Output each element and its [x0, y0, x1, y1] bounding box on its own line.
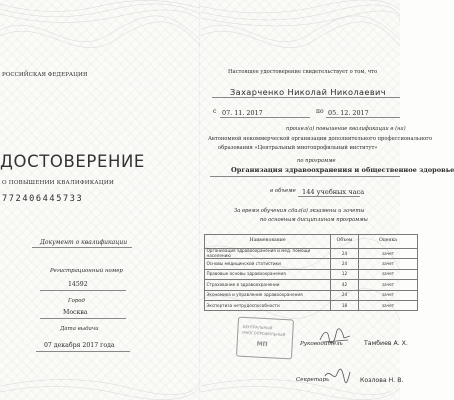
- volume-label: в объеме: [270, 188, 296, 194]
- subject-grade: зачет: [359, 249, 418, 259]
- city-label: Город: [68, 298, 85, 304]
- subject-hours: 18: [331, 300, 359, 310]
- program-label: по программе: [297, 158, 336, 164]
- passed-text: прошел(а) повышение квалификации в (на): [286, 126, 406, 132]
- city-value: Москва: [63, 309, 88, 316]
- intro-text: Настоящее удостоверение свидетельствует о том, что: [228, 69, 378, 75]
- subject-hours: 24: [331, 259, 359, 269]
- secretary-label: Секретарь: [296, 377, 330, 383]
- organization-stamp: [236, 317, 294, 360]
- secretary-signature-icon: [322, 366, 352, 384]
- header-name: Наименование: [205, 235, 331, 249]
- holder-name: Захарченко Николай Николаевич: [230, 87, 387, 97]
- stamp-text-3: МП: [256, 340, 268, 349]
- to-label: по: [316, 108, 324, 115]
- to-date: 05. 12. 2017: [328, 109, 369, 117]
- director-label: Руководитель: [300, 341, 343, 347]
- header-grade: Оценка: [359, 235, 418, 249]
- program-underline: [210, 176, 400, 177]
- registration-number-value: 14592: [68, 281, 88, 288]
- subject-hours: 24: [331, 249, 359, 259]
- secretary-name: Козлова Н. В.: [360, 377, 404, 384]
- country-name: РОССИЙСКАЯ ФЕДЕРАЦИЯ: [2, 72, 88, 78]
- to-underline: [326, 117, 400, 118]
- certificate-number: 772406445733: [2, 194, 84, 204]
- table-row: [205, 300, 418, 310]
- city-underline: [40, 318, 126, 319]
- certificate-subtitle: О ПОВЫШЕНИИ КВАЛИФИКАЦИИ: [2, 180, 115, 186]
- page-fold: [199, 0, 201, 400]
- from-underline: [220, 117, 310, 118]
- subject-name: Организация здравоохранения и мед. помощи населению: [205, 249, 331, 259]
- issue-date-label: Дата выдачи: [60, 326, 99, 332]
- subject-name: Основы медицинской статистики: [205, 259, 331, 269]
- stamp-text-2: МНОГОПРОФИЛЬНЫЙ: [242, 329, 286, 338]
- subject-grade: зачет: [359, 300, 418, 310]
- program-name: Организация здравоохранения и общественное здоровье: [231, 166, 454, 174]
- subject-hours: 24: [331, 290, 359, 300]
- header-hours: Объем: [331, 235, 359, 249]
- date-underline: [36, 351, 130, 352]
- volume-underline: [298, 196, 360, 197]
- volume-value: 144 учебных часа: [302, 188, 365, 196]
- director-signature-icon: [318, 328, 352, 346]
- name-underline: [212, 97, 400, 98]
- subject-grade: зачет: [359, 290, 418, 300]
- table-header-row: [205, 235, 418, 249]
- exam-text-line-2: по основным дисциплинам программы: [260, 217, 368, 223]
- doc-qualification-label: Документ о квалификации: [40, 239, 128, 246]
- organization-line-2: образования «Центральный многопрофильный институт»: [218, 145, 378, 151]
- table-row: [205, 290, 418, 300]
- director-name: Тамбиев А. Х.: [364, 340, 408, 347]
- issue-date-value: 07 декабря 2017 года: [44, 342, 115, 349]
- stamp-text-1: ЦЕНТРАЛЬНЫЙ: [242, 323, 273, 331]
- table-row: [205, 269, 418, 279]
- subject-grade: зачет: [359, 259, 418, 269]
- subject-name: Правовые основы здравоохранения: [205, 269, 331, 279]
- registration-number-label: Регистрационный номер: [50, 268, 123, 274]
- from-date: 07. 11. 2017: [222, 109, 263, 117]
- subject-name: Экономика и управление здравоохранения: [205, 290, 331, 300]
- table-row: [205, 249, 418, 259]
- subject-grade: зачет: [359, 280, 418, 290]
- doc-about-underline: [32, 247, 132, 248]
- exam-text-line-1: За время обучения сдал(а) экзамены и зачеты: [234, 208, 365, 214]
- subject-hours: 12: [331, 269, 359, 279]
- organization-line-1: Автономной некоммерческой организации дополнительного профессионального: [208, 136, 433, 142]
- subject-name: Экспертиза нетрудоспособности: [205, 300, 331, 310]
- subject-name: Страхование в здравоохранении: [205, 280, 331, 290]
- subject-hours: 42: [331, 280, 359, 290]
- table-row: [205, 280, 418, 290]
- subjects-table: [204, 234, 418, 311]
- subject-grade: зачет: [359, 269, 418, 279]
- reg-underline: [40, 290, 126, 291]
- table-row: [205, 259, 418, 269]
- certificate-title: ДОСТОВЕРЕНИЕ: [0, 152, 145, 171]
- from-label: с: [213, 108, 217, 115]
